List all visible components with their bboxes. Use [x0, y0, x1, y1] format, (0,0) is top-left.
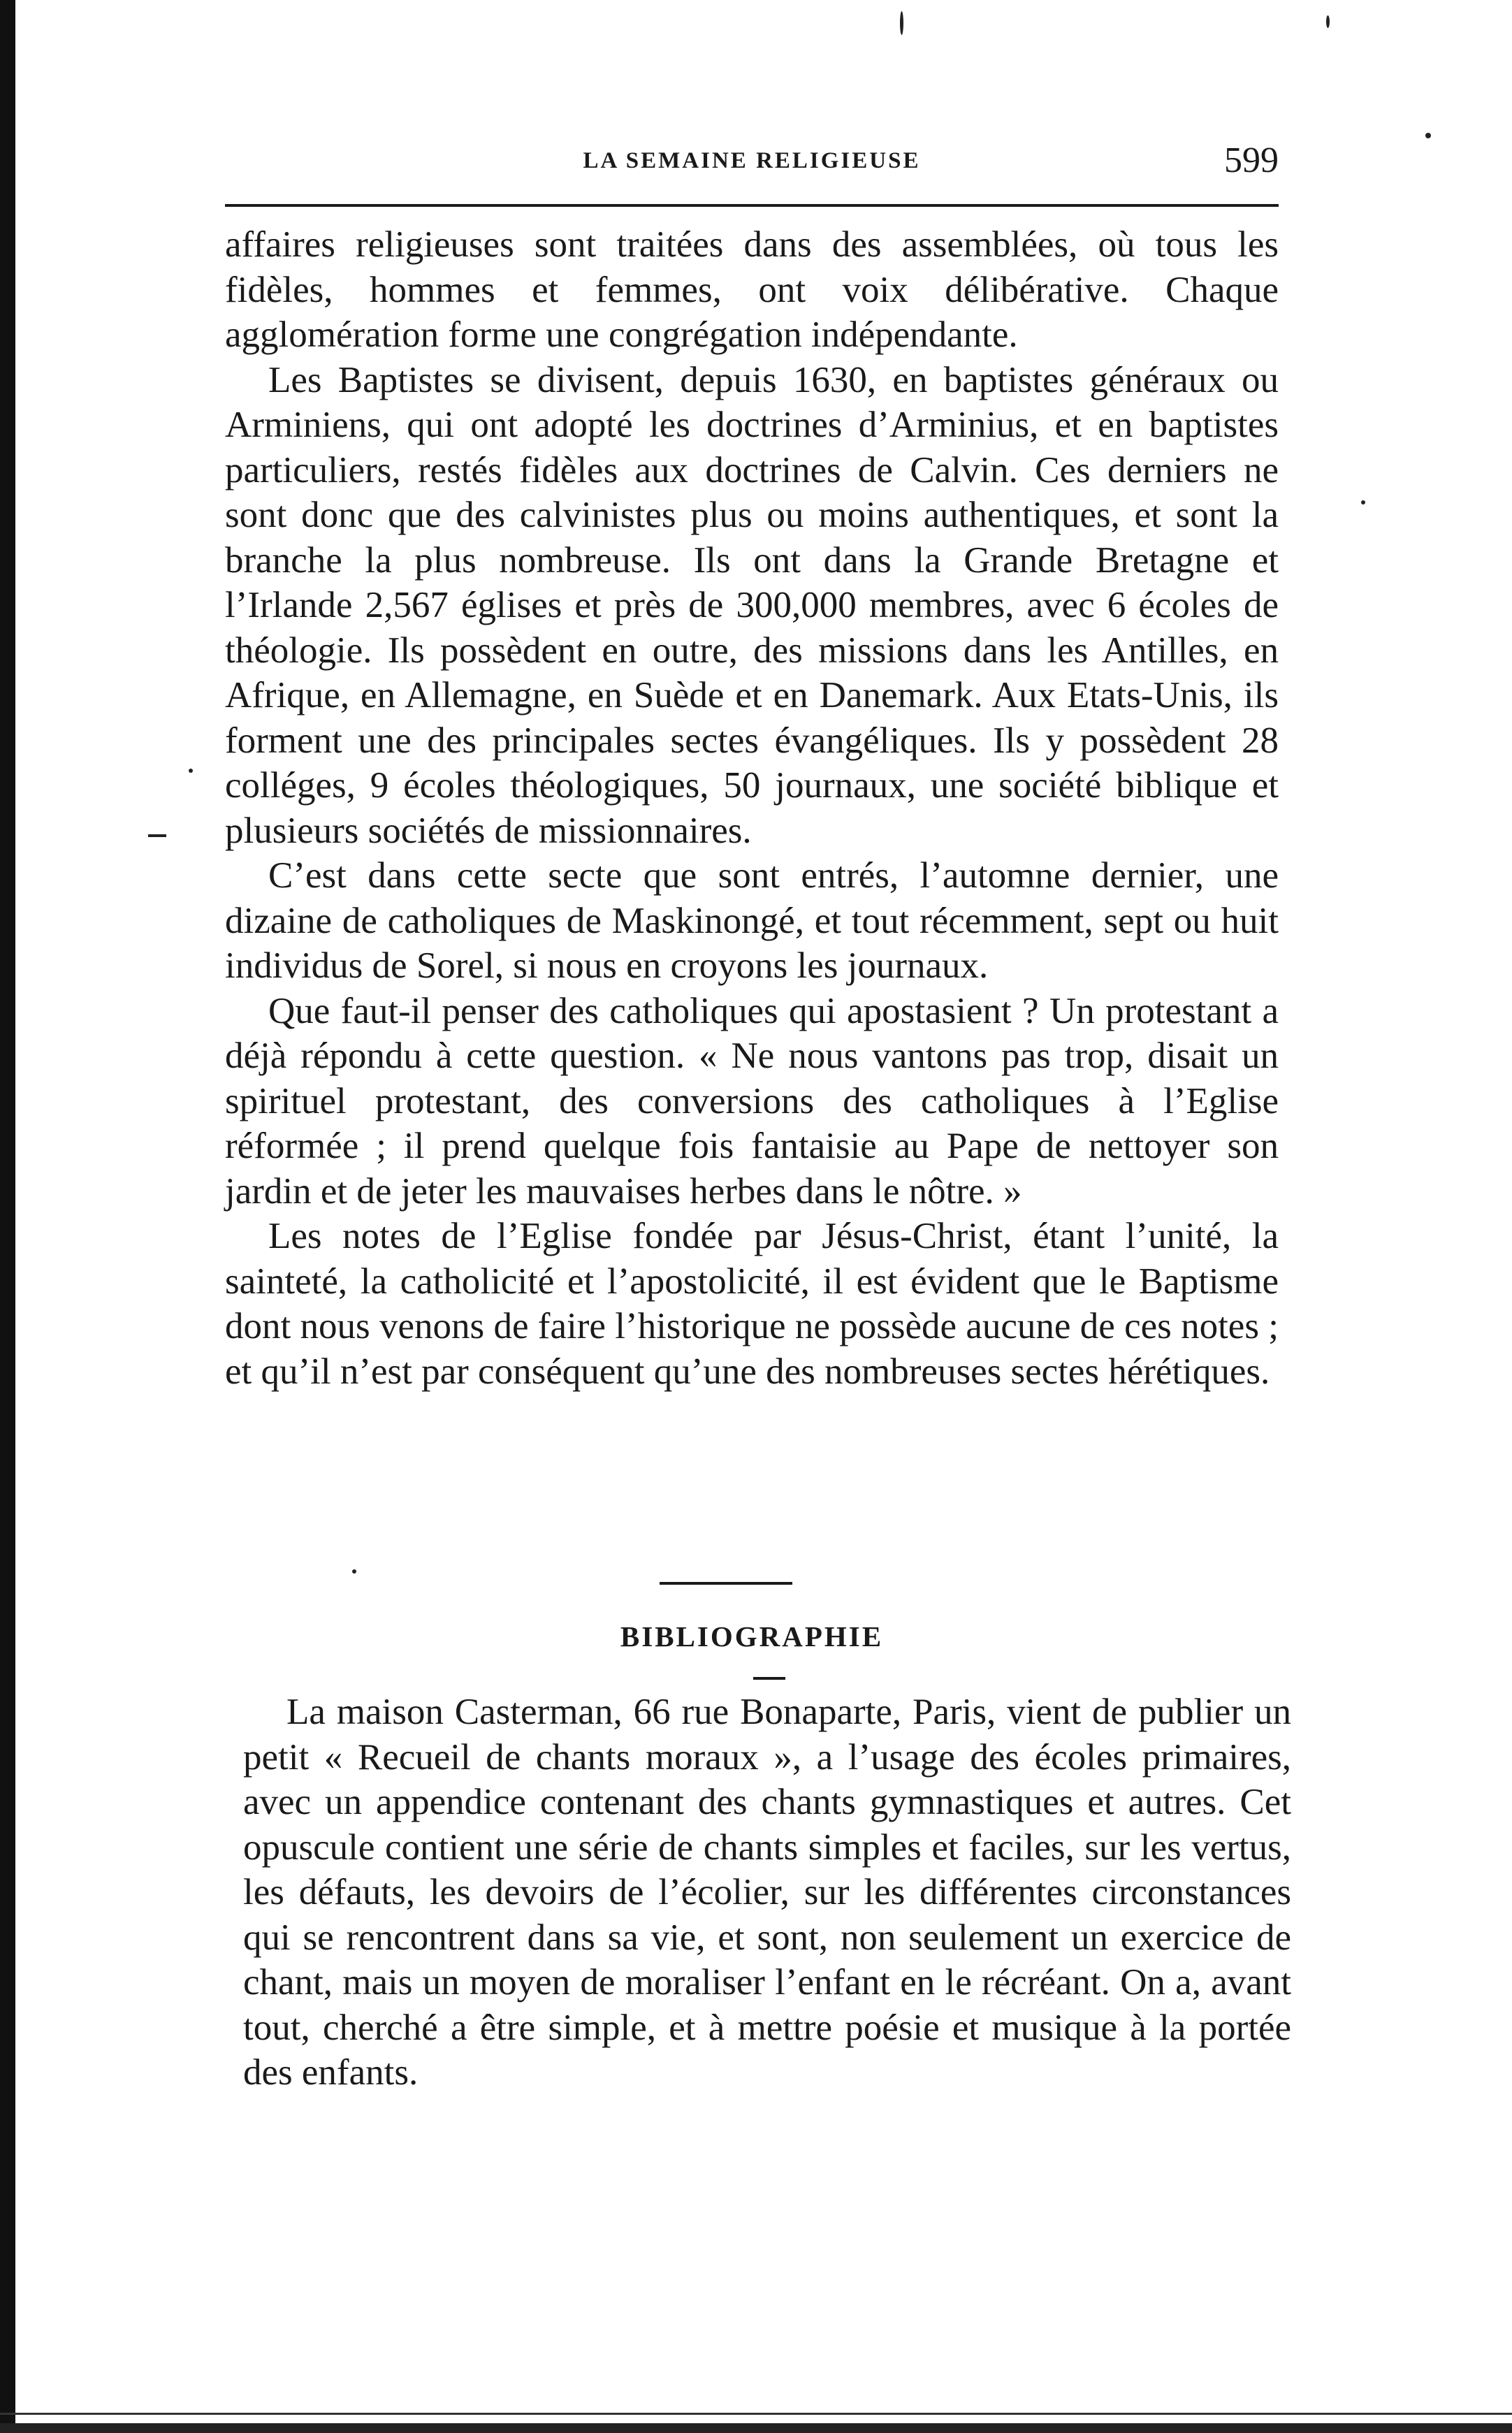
scan-speck	[148, 834, 166, 837]
paragraph-baptists: Les Baptistes se divisent, depuis 1630, en baptistes généraux ou Arminiens, qui ont adopté les doctrines d’Arminius, et en baptistes particuliers, restés fidèles aux doctrines de Calvin. Ces derniers ne sont donc que des calvinistes plus ou moins authentiques, et sont la branche la plus nombreuse. Ils ont dans la Grande Bretagne et l’Irlande 2,567 églises et près de 300,000 membres, avec 6 écoles de théologie. Ils possèdent en outre, des missions dans les Antilles, en Afrique, en Allemagne, en Suède et en Danemark. Aux Etats-Unis, ils forment une des principales sectes évangéliques. Ils y possèdent 28 colléges, 9 écoles théologiques, 50 journaux, une société biblique et plusieurs sociétés de missionnaires.	[225, 359, 1279, 851]
scan-speck	[900, 11, 903, 35]
paragraph-bibliography: La maison Casterman, 66 rue Bonaparte, Paris, vient de publier un petit « Recueil de chants moraux », a l’usage des écoles primaires, avec un appendice contenant des chants gymnastiques et autres. Cet opuscule contient une série de chants simples et faciles, sur les vertus, les défauts, les devoirs de l’écolier, sur les différentes circonstances qui se rencontrent dans sa vie, et sont, non seulement un exercice de chant, mais un moyen de moraliser l’enfant en le récréant. On a, avant tout, cherché a être simple, et à mettre poésie et musique à la portée des enfants.	[243, 1692, 1291, 2093]
scan-speck	[1361, 500, 1365, 504]
bottom-scan-line	[0, 2413, 1512, 2415]
page-header	[225, 140, 1279, 189]
title-underline-dash	[753, 1677, 785, 1680]
page-number: 599	[1224, 140, 1279, 180]
running-title: LA SEMAINE RELIGIEUSE	[583, 148, 921, 173]
paragraph-continuation: affaires religieuses sont traitées dans des assemblées, où tous les fidèles, hommes et femmes, ont voix délibérative. Chaque agglomération forme une congrégation indépendante.	[225, 224, 1279, 355]
paragraph-converts: C’est dans cette secte que sont entrés, l’automne dernier, une dizaine de catholiques de Maskinongé, et tout récemment, sept ou huit individus de Sorel, si nous en croyons les journaux.	[225, 855, 1279, 986]
paragraph-apostasy: Que faut-il penser des catholiques qui apostasient ? Un protestant a déjà répondu à cette question. « Ne nous vantons pas trop, disait un spirituel protestant, des conversions des catholiques à l’Eglise réformée ; il prend quelque fois fantaisie au Pape de nettoyer son jardin et de jeter les mauvaises herbes dans le nôtre. »	[225, 990, 1279, 1212]
article-body	[225, 222, 1279, 1394]
scan-speck	[189, 769, 193, 773]
scan-speck	[1326, 15, 1330, 28]
section-divider	[660, 1582, 792, 1585]
bottom-scan-edge	[0, 2423, 1512, 2433]
section-title: BIBLIOGRAPHIE	[620, 1620, 884, 1653]
page-binding-edge	[0, 0, 15, 2433]
bibliography-body	[243, 1690, 1291, 2096]
scan-speck	[1425, 133, 1431, 138]
scan-speck	[352, 1569, 356, 1574]
header-rule	[225, 204, 1279, 207]
paragraph-conclusion: Les notes de l’Eglise fondée par Jésus-Christ, étant l’unité, la sainteté, la catholicité et l’apostolicité, il est évident que le Baptisme dont nous venons de faire l’historique ne possède aucune de ces notes ; et qu’il n’est par conséquent qu’une des nombreuses sectes hérétiques.	[225, 1216, 1279, 1392]
